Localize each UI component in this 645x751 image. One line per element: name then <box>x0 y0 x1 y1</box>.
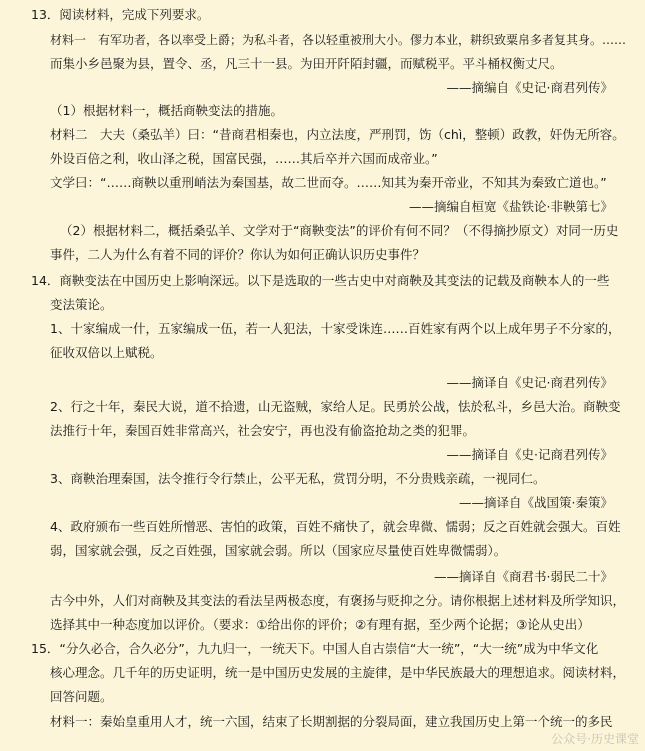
q14-item2-line2: 法推行十年，秦国百姓非常高兴，社会安宁，再也没有偷盗抢劫之类的犯罪。 <box>50 423 476 438</box>
q13-material1-line1: 材料一 有军功者，各以率受上爵；为私斗者，各以轻重被刑大小。僇力本业，耕织致粟帛多者复其身。…… <box>50 33 627 47</box>
q14-item1-line1: 1、十家编成一什，五家编成一伍，若一人犯法，十家受诛连……百姓家有两个以上成年男子不分家的， <box>50 321 621 336</box>
q15-heading-line3: 回答问题。 <box>50 689 113 704</box>
q14-item3-source: ——摘译自《战国策·秦策》 <box>459 495 613 510</box>
q15-material1-line1: 材料一：秦始皇重用人才，统一六国，结束了长期割据的分裂局面，建立我国历史上第一个统一的多民 <box>50 714 613 729</box>
q14-item4-line2: 弱，国家就会强，反之百姓强，国家就会弱。所以（国家应尽量使百姓卑微懦弱）。 <box>50 543 507 558</box>
q14-item1-line2: 征收双倍以上赋税。 <box>50 345 163 360</box>
q13-material2-line3: 文学曰：“……商鞅以重刑峭法为秦国基，故二世而夺。……知其为秦开帝业，不知其为秦致亡道也。” <box>50 175 607 190</box>
q15-heading-line1: 15．“分久必合，合久必分”，九九归一，一统天下。中国人自古崇信“大一统”，“大一统”成为中华文化 <box>31 641 599 656</box>
q13-question2-line1: （2）根据材料二，概括桑弘羊、文学对于“商鞅变法”的评价有何不同？（不得摘抄原文）对同一历史 <box>60 223 619 238</box>
q14-item4-source: ——摘译自《商君书·弱民二十》 <box>434 569 613 584</box>
q13-material1-line2: 而集小乡邑聚为县，置令、丞，凡三十一县。为田开阡陌封疆，而赋税平。平斗桶权衡丈尺。 <box>50 56 563 71</box>
q13-question1: （1）根据材料一，概括商鞅变法的措施。 <box>50 103 283 118</box>
q14-heading-line1: 14．商鞅变法在中国历史上影响深远。以下是选取的一些古史中对商鞅及其变法的记载及商鞅本人的一些 <box>31 273 610 288</box>
q13-question2-line2: 事件，二人为什么有着不同的评价？你认为如何正确认识历史事件？ <box>50 247 426 262</box>
q14-item2-line1: 2、行之十年，秦民大说，道不拾遗，山无盗贼，家给人足。民勇於公战，怯於私斗，乡邑大治。商鞅变 <box>50 399 621 414</box>
q13-material1-source: ——摘编自《史记·商君列传》 <box>446 80 613 95</box>
q15-heading-line2: 核心理念。几千年的历史证明，统一是中国历史发展的主旋律，是中华民族最大的理想追求。阅读材料， <box>50 665 626 680</box>
q14-task-line2: 选择其中一种态度加以评价。（要求：①给出你的评价；②有理有据，至少两个论据；③论从史出） <box>50 617 590 632</box>
q14-item1-source: ——摘译自《史记·商君列传》 <box>446 375 613 390</box>
watermark: 公众号·历史课堂 <box>551 732 639 746</box>
q13-heading: 13．阅读材料，完成下列要求。 <box>31 7 210 22</box>
q13-material2-source: ——摘编自桓宽《盐铁论·非鞅第七》 <box>409 199 613 214</box>
q14-task-line1: 古今中外，人们对商鞅及其变法的看法呈两极态度，有褒扬与贬抑之分。请你根据上述材料及所学知识， <box>50 593 626 608</box>
q14-item4-line1: 4、政府颁布一些百姓所憎恶、害怕的政策，百姓不痛快了，就会卑微、懦弱；反之百姓就会强大。百姓 <box>50 519 621 534</box>
q14-item3-line1: 3、商鞅治理秦国，法令推行令行禁止，公平无私，赏罚分明，不分贵贱亲疏，一视同仁。 <box>50 471 546 486</box>
q13-material2-line2: 外设百倍之利，收山泽之税，国富民强，……其后卒并六国而成帝业。” <box>50 151 438 166</box>
q14-item2-source: ——摘译自《史·记商君列传》 <box>446 447 613 462</box>
q14-heading-line2: 变法策论。 <box>50 297 113 312</box>
q13-material2-line1: 材料二 大夫（桑弘羊）曰：“昔商君相秦也，内立法度，严刑罚，饬（chì，整顿）政教，奸伪无所容。 <box>50 127 625 142</box>
